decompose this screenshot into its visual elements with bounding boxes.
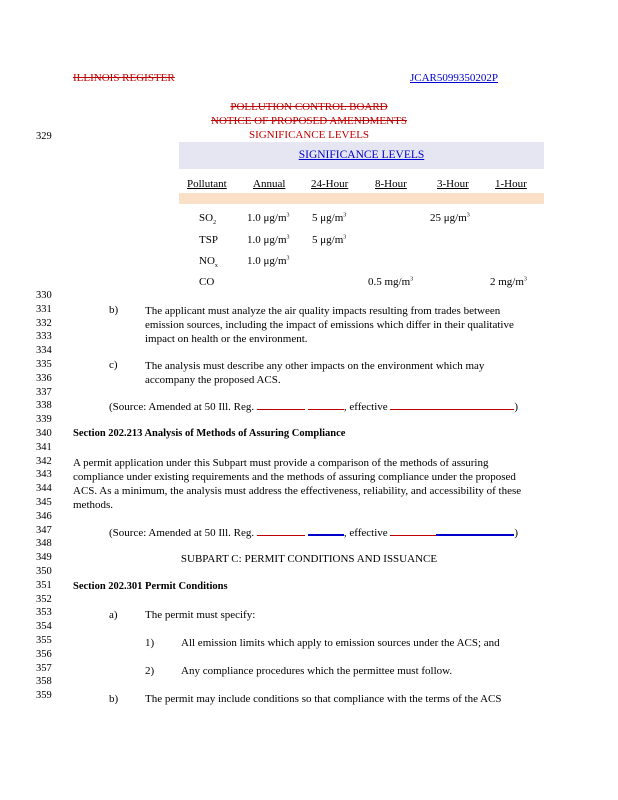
notice-title: NOTICE OF PROPOSED AMENDMENTS [211, 115, 407, 127]
source-note-1: (Source: Amended at 50 Ill. Reg. , effective ) [109, 401, 519, 413]
line-number: 340 [36, 428, 52, 439]
line-number: 342 [36, 455, 52, 467]
table-title: SIGNIFICANCE LEVELS [298, 149, 425, 161]
line-number: 338 [36, 400, 52, 412]
line-number: 330 [36, 290, 52, 301]
line-number: 343 [36, 469, 52, 481]
line-number: 332 [36, 317, 52, 329]
subpart-c-heading: SUBPART C: PERMIT CONDITIONS AND ISSUANCE [180, 553, 438, 565]
line-number: 349 [36, 552, 52, 564]
line-number: 344 [36, 483, 52, 495]
significance-heading-old: SIGNIFICANCE LEVELS [248, 129, 370, 141]
line-number: 335 [36, 359, 52, 370]
item-b-label: b) [109, 304, 119, 316]
section-202-213-heading: Section 202.213 Analysis of Methods of Assuring Compliance [73, 428, 346, 439]
col-annual: Annual [253, 178, 286, 190]
line-number: 354 [36, 621, 52, 633]
h24-cell: 5 $\mu g/m^3$ [312, 212, 347, 224]
annual-cell: 1.0 $\mu g/m^3$ [247, 212, 290, 224]
pollutant-cell: $NO_x$ [199, 255, 218, 270]
line-number: 345 [36, 497, 52, 508]
pollutant-cell: CO [199, 276, 215, 288]
section-202-301-heading: Section 202.301 Permit Conditions [73, 581, 228, 592]
line-number: 358 [36, 676, 52, 688]
col-24hour: 24-Hour [311, 178, 349, 190]
h24-cell: 5 $\mu g/m^3$ [312, 234, 347, 246]
line-number: 350 [36, 566, 52, 577]
col-3hour: 3-Hour [437, 178, 469, 190]
col-1hour: 1-Hour [495, 178, 527, 190]
line-number: 341 [36, 441, 52, 453]
h8-cell: 0.5 $mg/m^3$ [368, 276, 414, 288]
h3-cell: 25 $\mu g/m^3$ [430, 212, 470, 224]
line-number: 329 [36, 131, 52, 142]
line-number: 359 [36, 690, 52, 702]
col-pollutant: Pollutant [187, 178, 227, 190]
line-number: 355 [36, 635, 52, 646]
item-b2-text: The permit may include conditions so that compliance with the terms of the ACS [145, 693, 502, 705]
item-c-text: The analysis must describe any other impacts on the environment which may accompany the proposed ACS. [145, 360, 485, 386]
line-number: 356 [36, 648, 52, 660]
h1-cell: 2 $mg/m^3$ [490, 276, 527, 288]
line-number: 353 [36, 607, 52, 619]
line-number: 336 [36, 372, 52, 384]
line-number: 348 [36, 538, 52, 550]
agency-title: POLLUTION CONTROL BOARD [230, 101, 388, 113]
table-header-band [179, 193, 544, 204]
item-a2-label: 2) [145, 665, 155, 677]
line-number: 337 [36, 386, 52, 398]
annual-cell: 1.0 $\mu g/m^3$ [247, 234, 290, 246]
item-b-text: The applicant must analyze the air quality impacts resulting from trades between emission sources, including the impact of emissions which differ in their qualitative impact on health or the environment. [145, 305, 514, 345]
pollutant-cell: TSP [199, 234, 218, 246]
item-a-label: a) [109, 609, 118, 621]
jcar-code: JCAR5099350202P [410, 72, 499, 84]
register-title: ILLINOIS REGISTER [73, 72, 175, 84]
line-number: 333 [36, 331, 52, 343]
annual-cell: 1.0 $\mu g/m^3$ [247, 255, 290, 267]
pollutant-cell: $SO_2$ [199, 212, 217, 227]
line-number: 351 [36, 579, 52, 591]
section-202-213-paragraph: A permit application under this Subpart must provide a comparison of the methods of assuring compliance under existing requirements and the methods of assuring compliance under the proposed ACS. As a minimum, the analysis must address the effectiveness, reliability, and accessibility of these methods. [73, 457, 522, 511]
line-number: 339 [36, 414, 52, 426]
line-number: 331 [36, 303, 52, 315]
item-a1-label: 1) [145, 637, 155, 649]
source-note-2: (Source: Amended at 50 Ill. Reg. , effective ) [109, 527, 519, 539]
line-number: 346 [36, 510, 52, 522]
line-number: 347 [36, 524, 52, 536]
line-number: 334 [36, 345, 52, 357]
item-a-text: The permit must specify: [145, 609, 256, 621]
line-number: 357 [36, 662, 52, 674]
item-a1-text: All emission limits which apply to emission sources under the ACS; and [181, 637, 500, 649]
item-b2-label: b) [109, 693, 119, 705]
item-a2-text: Any compliance procedures which the permittee must follow. [181, 665, 453, 677]
item-c-label: c) [109, 359, 118, 371]
line-number: 352 [36, 593, 52, 605]
col-8hour: 8-Hour [375, 178, 407, 190]
